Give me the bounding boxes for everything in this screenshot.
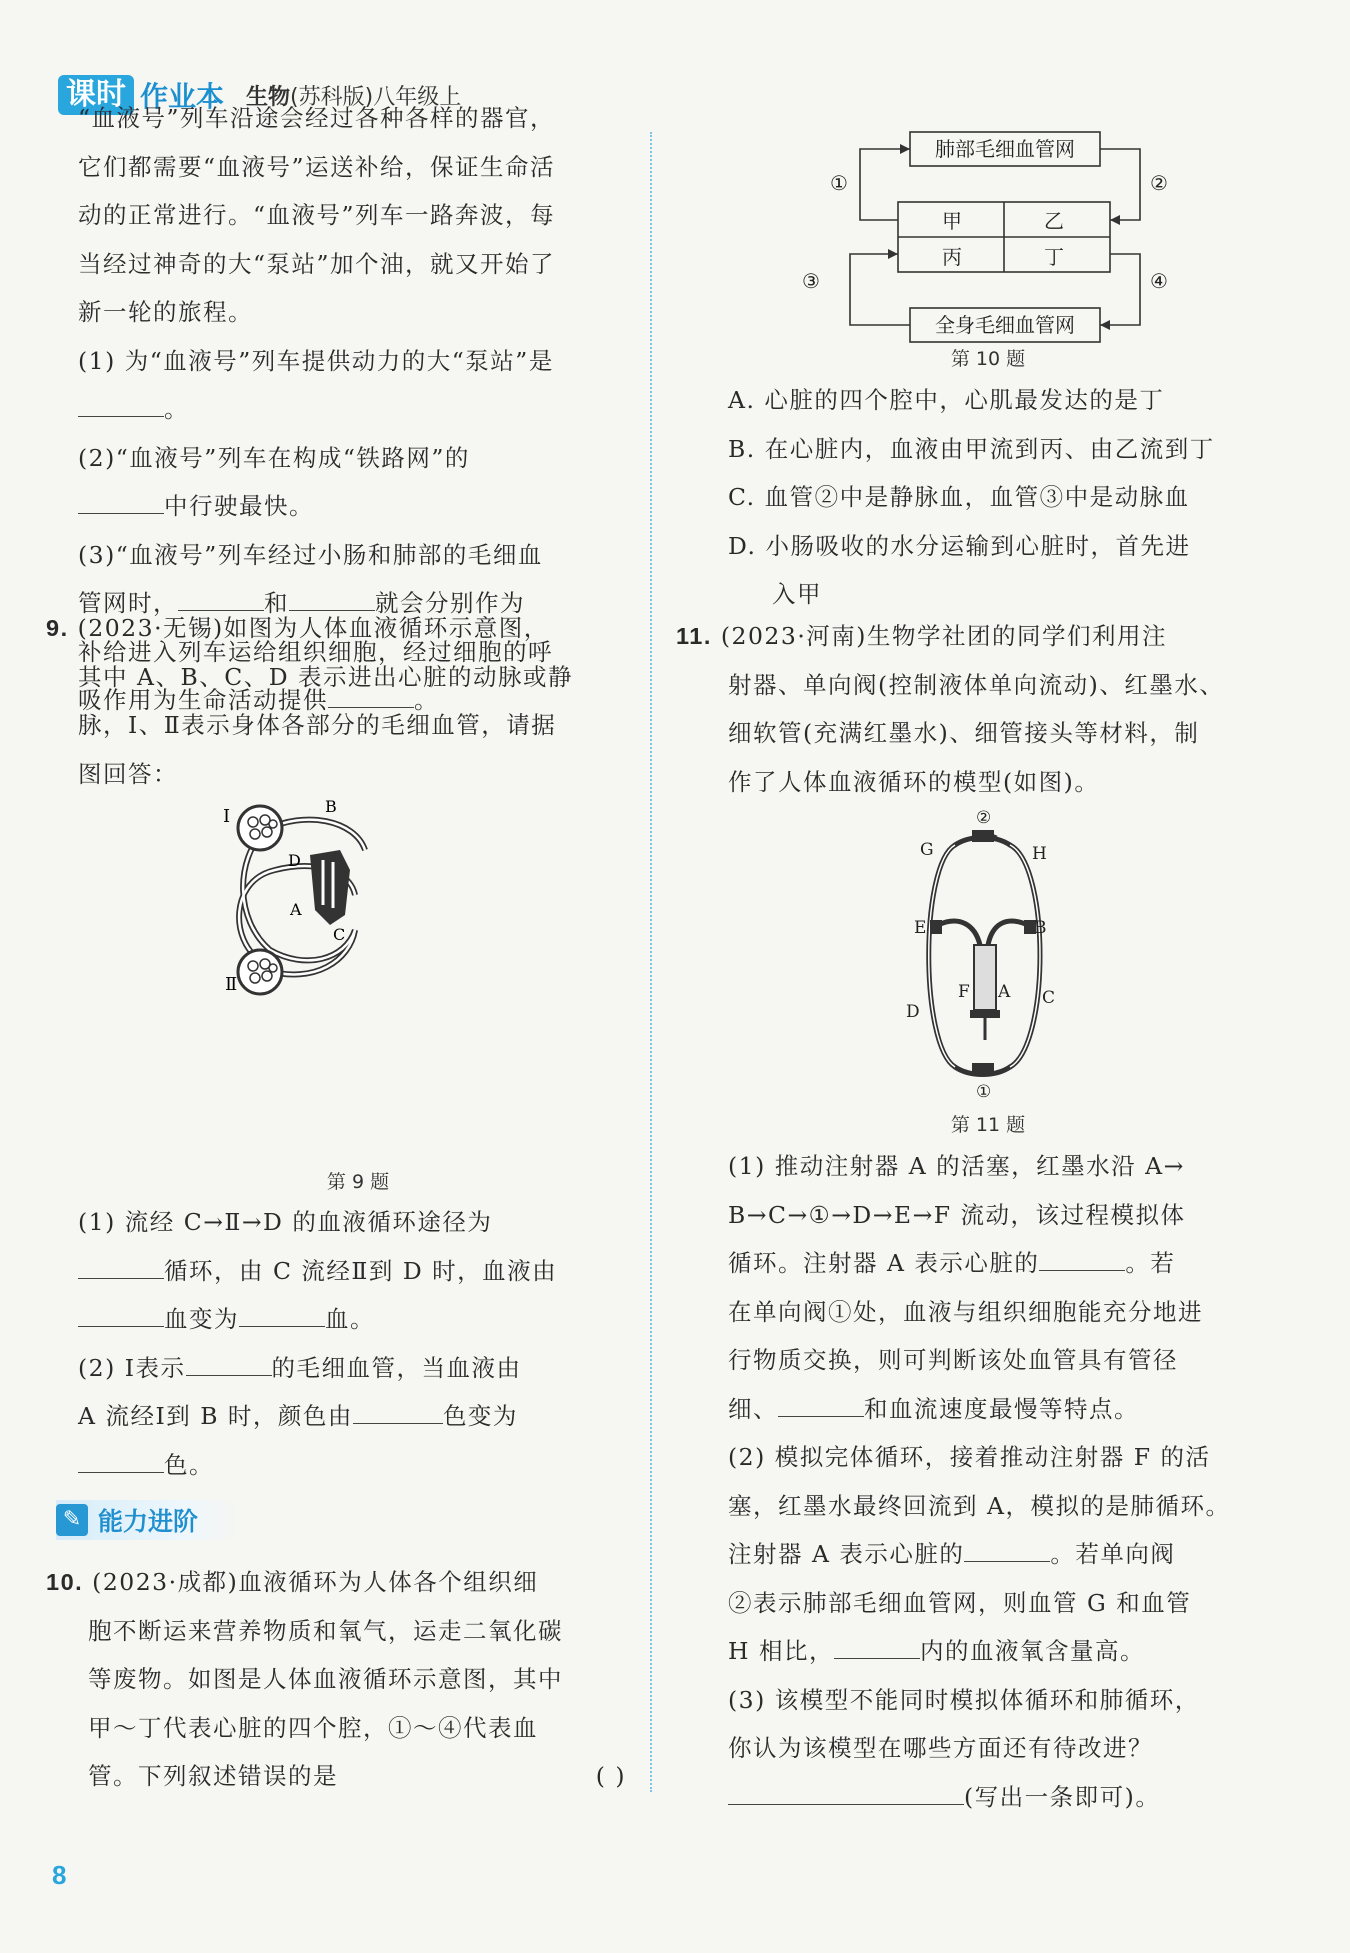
- q8-part3-line2: 管网时， 和 就会分别作为: [78, 579, 623, 628]
- q11-part1-line6: 细、 和血流速度最慢等特点。: [728, 1385, 1276, 1434]
- label-n2: ②: [976, 808, 992, 828]
- figure-11-model-diagram: [900, 805, 1080, 1105]
- q11-part2: (2) 模拟完体循环，接着推动注射器 F 的活: [728, 1443, 1211, 1471]
- question-10-options: [728, 376, 1268, 619]
- answer-blank[interactable]: [78, 390, 164, 417]
- chamber-jia: 甲: [942, 209, 962, 233]
- brand-logo: 课时: [58, 75, 134, 115]
- q11-part1-line5: 行物质交换，则可判断该处血管具有管径: [728, 1346, 1178, 1374]
- answer-blank[interactable]: [353, 1397, 443, 1424]
- option-b[interactable]: B. 在心脏内，血液由甲流到丙、由乙流到丁: [728, 434, 1215, 463]
- page-number: 8: [52, 1860, 67, 1890]
- label-C: C: [1042, 988, 1056, 1008]
- q11-line: 射器、单向阀(控制液体单向流动)、红墨水、: [728, 670, 1225, 699]
- q8-part2: (2)“血液号”列车在构成“铁路网”的: [78, 443, 470, 472]
- q9-part2-line2: A 流经Ⅰ到 B 时，颜色由 色变为: [78, 1392, 623, 1441]
- q11-part3: (3) 该模型不能同时模拟体循环和肺循环，: [728, 1685, 1200, 1714]
- q9-line: 脉，Ⅰ、Ⅱ表示身体各部分的毛细血管，请据: [78, 711, 557, 739]
- label-E: E: [914, 918, 927, 938]
- q8-part1-answer: 。: [78, 385, 623, 434]
- label-D: D: [906, 1002, 920, 1022]
- question-11-parts: [728, 1142, 1276, 1821]
- label-I: Ⅰ: [223, 806, 231, 827]
- answer-blank[interactable]: [78, 487, 164, 514]
- syringe-body: [974, 945, 996, 1010]
- vessel-3-label: ③: [802, 269, 820, 293]
- q9-line: 9. (2023·无锡)如图为人体血液循环示意图，: [46, 614, 549, 642]
- section-title: 能力进阶: [98, 1507, 199, 1536]
- q10-line: 胞不断运来营养物质和氧气，运走二氧化碳: [88, 1616, 563, 1645]
- answer-blank[interactable]: [1039, 1244, 1125, 1271]
- column-divider: [650, 132, 652, 1792]
- label-B: B: [1034, 918, 1047, 938]
- q8-part3-line4: 吸作用为生命活动提供 。: [78, 676, 623, 725]
- q9-part2: (2) Ⅰ表示 的毛细血管，当血液由: [78, 1344, 623, 1393]
- q11-part1-line2: B→C→①→D→E→F 流动，该过程模拟体: [728, 1200, 1186, 1229]
- q11-part2-line2: 塞，红墨水最终回流到 A，模拟的是肺循环。: [728, 1491, 1231, 1520]
- q8-intro-line: 当经过神奇的大“泵站”加个油，就又开始了: [78, 249, 556, 278]
- label-F: F: [958, 982, 970, 1002]
- question-number: 11.: [676, 623, 712, 649]
- brand-name: 作业本: [140, 80, 225, 113]
- figure-10-caption: 第 10 题: [950, 348, 1026, 370]
- answer-blank[interactable]: [239, 1300, 325, 1327]
- question-9-parts: [78, 1198, 623, 1489]
- q8-part3-line3: 补给进入列车运给组织细胞，经过细胞的呼: [78, 637, 553, 666]
- q11-part2-line3: 注射器 A 表示心脏的 。若单向阀: [728, 1530, 1276, 1579]
- chamber-yi: 乙: [1044, 209, 1064, 233]
- answer-blank[interactable]: [78, 1446, 164, 1473]
- question-9: [46, 604, 626, 798]
- option-a[interactable]: A. 心脏的四个腔中，心肌最发达的是丁: [728, 386, 1165, 414]
- q9-part1-line2: 循环，由 C 流经Ⅱ到 D 时，血液由: [78, 1247, 623, 1296]
- vessel-2-label: ②: [1150, 171, 1168, 195]
- q11-line: 作了人体血液循环的模型(如图)。: [728, 767, 1100, 796]
- q11-line: 11. (2023·河南)生物学社团的同学们利用注: [676, 622, 1167, 650]
- label-A: A: [998, 982, 1011, 1002]
- q11-line: 细软管(充满红墨水)、细管接头等材料，制: [728, 719, 1200, 747]
- q8-intro-line: 新一轮的旅程。: [78, 298, 253, 326]
- question-number: 9.: [46, 615, 69, 641]
- q8-part3: (3)“血液号”列车经过小肠和肺部的毛细血: [78, 540, 543, 569]
- q10-line: 10. (2023·成都)血液循环为人体各个组织细: [46, 1568, 539, 1596]
- q11-part1: (1) 推动注射器 A 的活塞，红墨水沿 A→: [728, 1152, 1185, 1180]
- label-A: A: [290, 900, 302, 919]
- book-title: 生物(苏科版)八年级上: [246, 84, 462, 110]
- option-c[interactable]: C. 血管②中是静脉血，血管③中是动脉血: [728, 483, 1190, 511]
- q8-intro-line: 动的正常进行。“血液号”列车一路奔波，每: [78, 201, 556, 229]
- figure-10-circulation-diagram: [800, 128, 1200, 348]
- figure-9-circulation-diagram: [215, 800, 455, 1000]
- heart-shape: [310, 850, 350, 925]
- q8-part2-answer: 中行驶最快。: [78, 482, 623, 531]
- q11-part1-line4: 在单向阀①处，血液与组织细胞能充分地进: [728, 1297, 1203, 1326]
- answer-blank[interactable]: [728, 1778, 964, 1805]
- q11-part3-line3: (写出一条即可)。: [728, 1773, 1276, 1822]
- answer-blank[interactable]: [964, 1535, 1050, 1562]
- option-d-line2: 入甲: [772, 580, 822, 608]
- vessel-4-label: ④: [1150, 269, 1168, 293]
- q8-intro-line: 它们都需要“血液号”运送补给，保证生命活: [78, 152, 556, 181]
- chamber-bing: 丙: [942, 245, 962, 269]
- q8-part1: (1) 为“血液号”列车提供动力的大“泵站”是: [78, 346, 554, 375]
- q9-part1-line3: 血变为 血。: [78, 1295, 623, 1344]
- figure-9-caption: 第 9 题: [326, 1171, 390, 1193]
- label-G: G: [920, 840, 934, 860]
- q10-line: 等废物。如图是人体血液循环示意图，其中: [88, 1665, 563, 1693]
- q11-part1-line3: 循环。注射器 A 表示心脏的 。若: [728, 1239, 1276, 1288]
- answer-blank[interactable]: [186, 1349, 272, 1376]
- question-10: [46, 1558, 626, 1801]
- q9-part1: (1) 流经 C→Ⅱ→D 的血液循环途径为: [78, 1208, 493, 1236]
- answer-blank[interactable]: [78, 1300, 164, 1327]
- q10-line: 管。下列叙述错误的是 ( ): [46, 1752, 626, 1801]
- pencil-icon: ✎: [56, 1504, 88, 1536]
- figure-11-caption: 第 11 题: [950, 1114, 1026, 1136]
- q11-part2-line5: H 相比， 内的血液氧含量高。: [728, 1627, 1276, 1676]
- answer-blank[interactable]: [834, 1632, 920, 1659]
- question-number: 10.: [46, 1569, 84, 1595]
- q11-part2-line4: ②表示肺部毛细血管网，则血管 G 和血管: [728, 1588, 1192, 1617]
- section-header: [56, 1500, 238, 1540]
- label-C: C: [333, 925, 346, 944]
- option-d[interactable]: D. 小肠吸收的水分运输到心脏时，首先进: [728, 531, 1191, 560]
- q9-line: 图回答：: [78, 759, 178, 788]
- q9-part2-line3: 色。: [78, 1441, 623, 1490]
- q11-part3-line2: 你认为该模型在哪些方面还有待改进？: [728, 1734, 1153, 1762]
- q8-intro-line: “血液号”列车沿途会经过各种各样的器官，: [78, 104, 556, 132]
- lung-capillary-label: 肺部毛细血管网: [935, 137, 1075, 161]
- vessel-1-label: ①: [830, 171, 848, 195]
- chamber-ding: 丁: [1044, 245, 1064, 269]
- label-H: H: [1032, 844, 1047, 864]
- q10-line: 甲～丁代表心脏的四个腔，①～④代表血: [88, 1713, 538, 1742]
- answer-blank[interactable]: [78, 1252, 164, 1279]
- label-n1: ①: [976, 1082, 992, 1102]
- answer-parentheses[interactable]: ( ): [595, 1762, 626, 1790]
- q9-line: 其中 A、B、C、D 表示进出心脏的动脉或静: [78, 662, 574, 691]
- question-11: [676, 612, 1276, 806]
- answer-blank[interactable]: [778, 1390, 864, 1417]
- body-capillary-label: 全身毛细血管网: [935, 313, 1075, 337]
- label-D: D: [288, 851, 301, 870]
- label-II: Ⅱ: [225, 974, 238, 995]
- label-B: B: [325, 800, 337, 816]
